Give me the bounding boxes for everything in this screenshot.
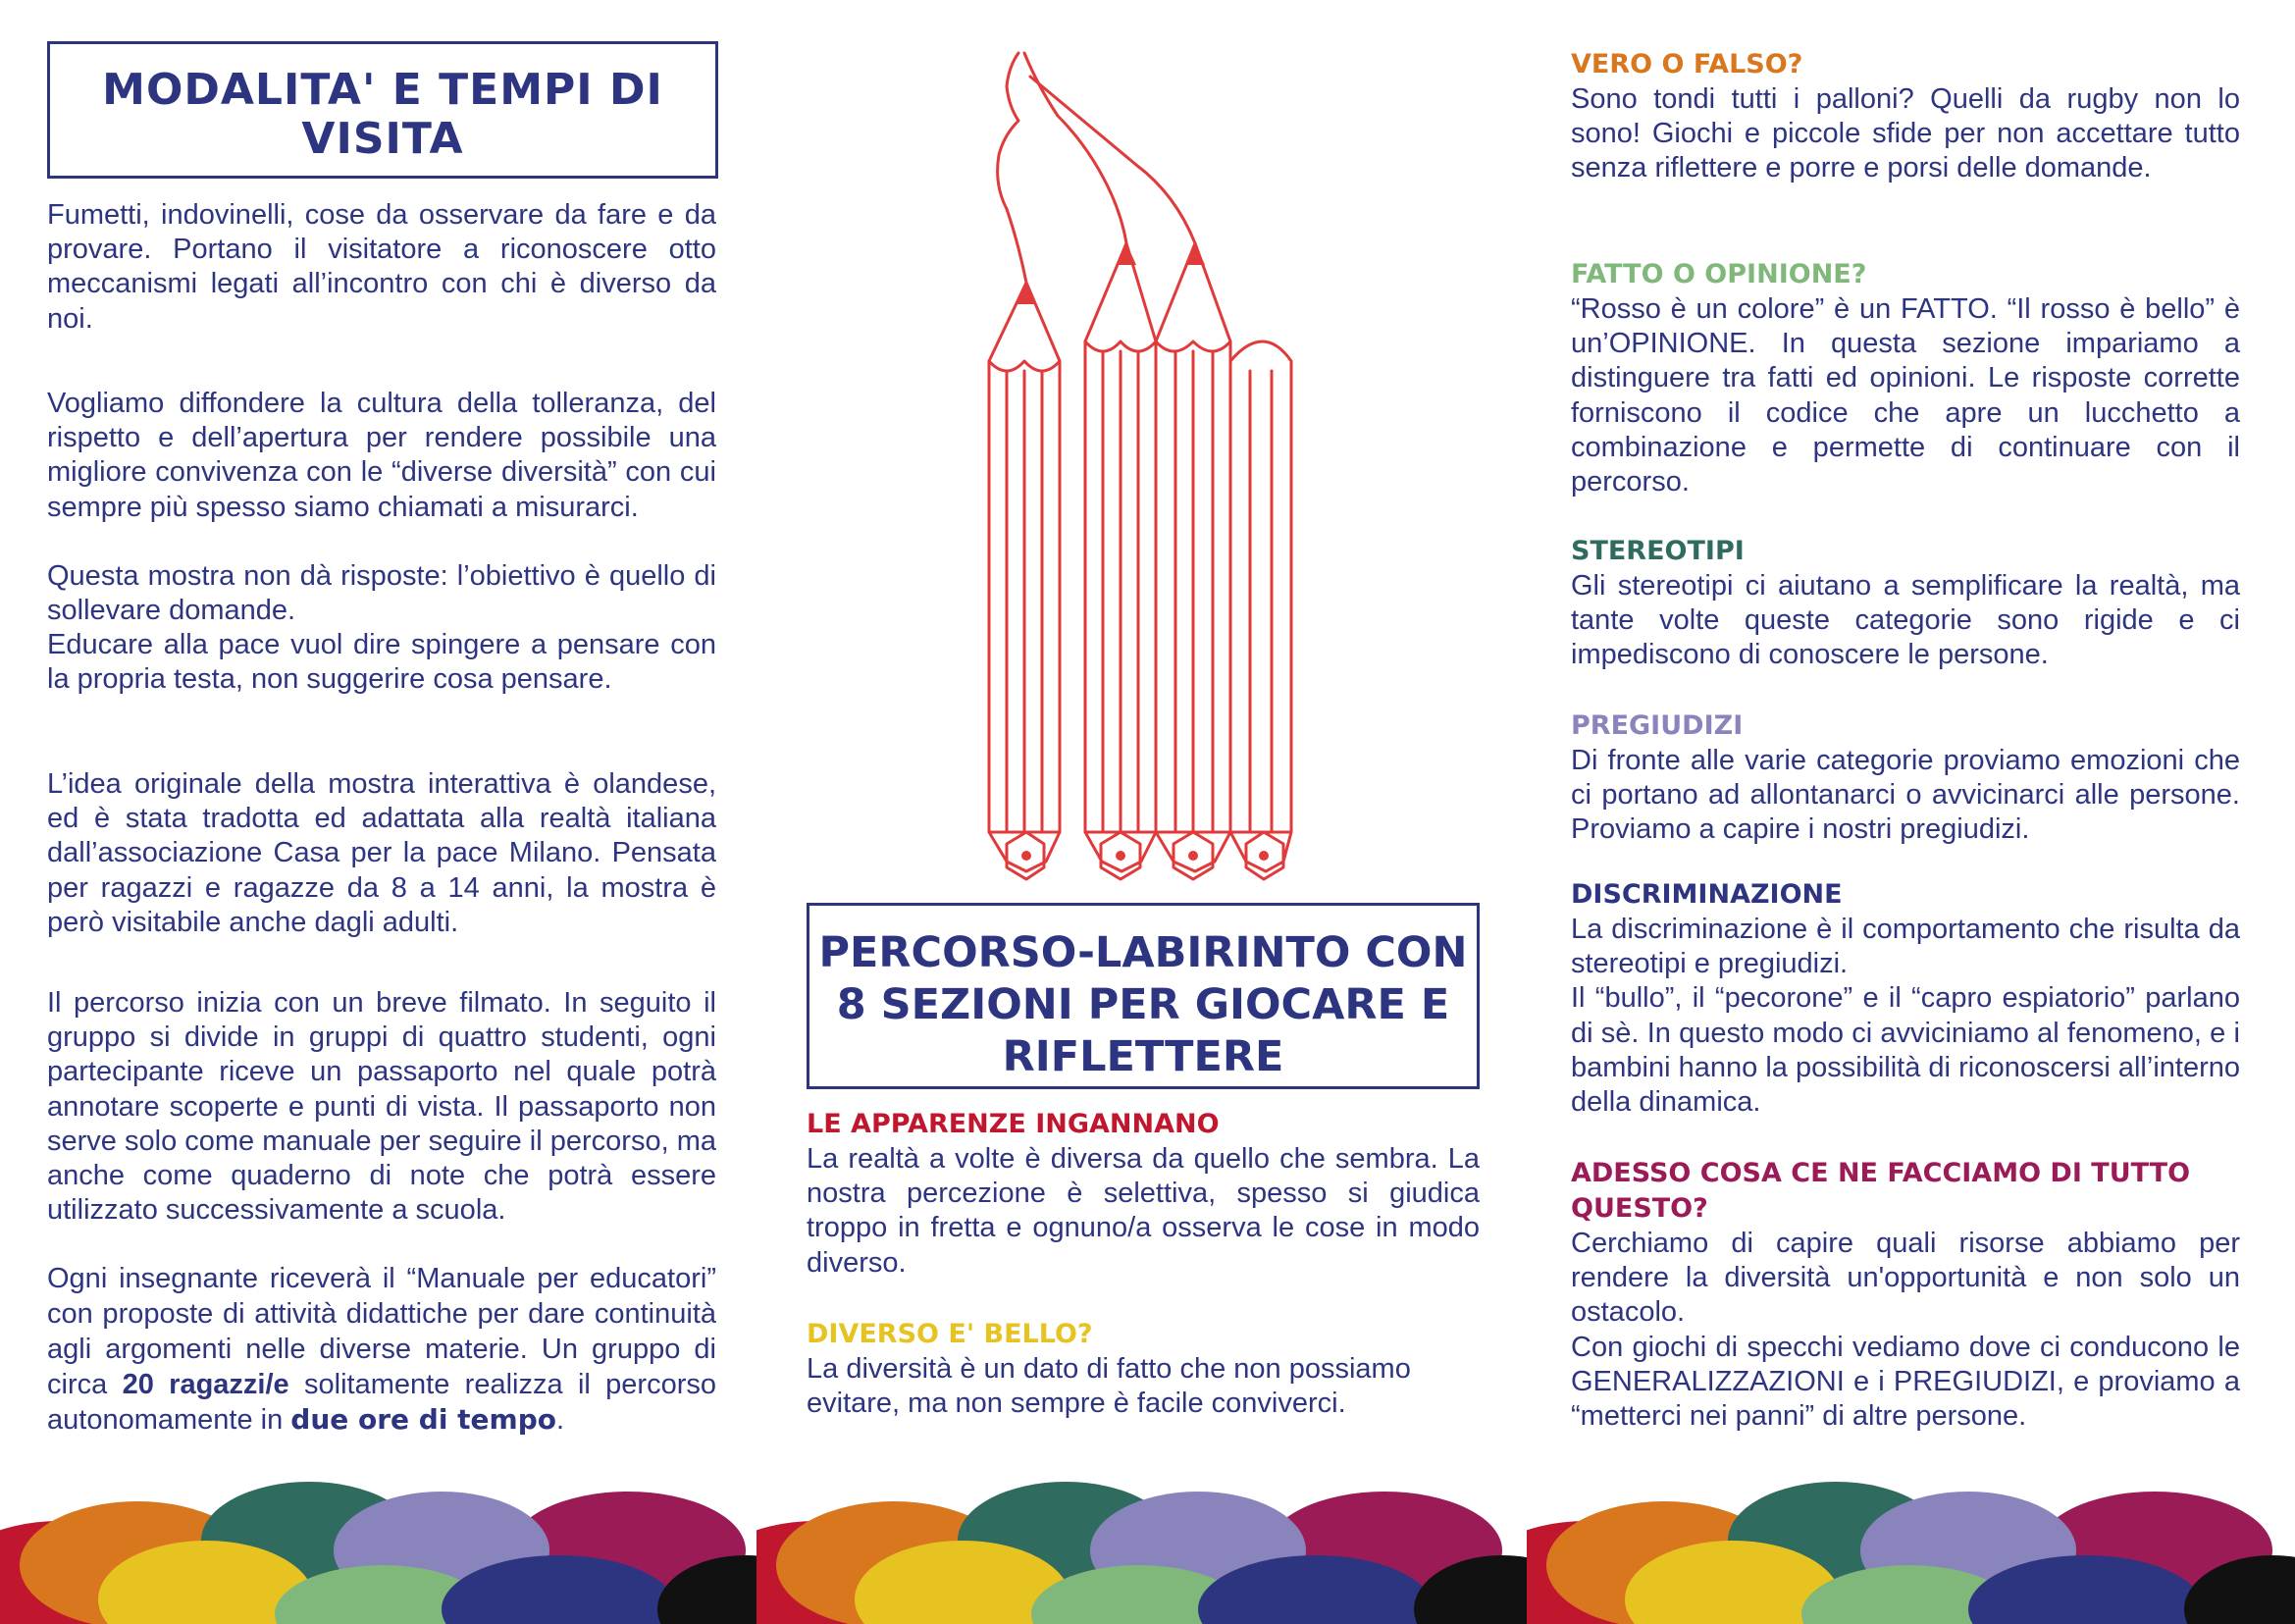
- teachers-paragraph: Ogni insegnante riceverà il “Manuale per educatori” con proposte di attività didattiche per dare continuità agli argomenti nelle diverse materie. Un gruppo di circa 20 ragazzi/e solitamente realizza il percorso autonomamente in due ore di tempo.: [47, 1263, 716, 1436]
- decorative-ellipse-band: [0, 1472, 2295, 1624]
- section-text: Di fronte alle varie categorie proviamo emozioni che ci portano ad allontanarci o avvicinarci alle persone. Proviamo a capire i nostri pregiudizi.: [1571, 745, 2240, 846]
- section-title-visit: MODALITA' E TEMPI DI VISITA: [47, 41, 718, 179]
- section-text: La diversità è un dato di fatto che non possiamo evitare, ma non sempre è facile conviverci.: [807, 1353, 1411, 1420]
- section-heading: VERO O FALSO?: [1571, 49, 1803, 79]
- section-heading: FATTO O OPINIONE?: [1571, 259, 1867, 289]
- section-text: Gli stereotipi ci aiutano a semplificare la realtà, ma tante volte queste categorie sono rigide e ci impediscono di conoscere le persone.: [1571, 570, 2240, 671]
- route-paragraph: Il percorso inizia con un breve filmato. In seguito il gruppo si divide in gruppi di quattro studenti, ogni partecipante riceve un passaporto nel quale potrà annotare scoperte e punti di vista. Il passaporto non serve solo come manuale per seguire il percorso, ma anche come quaderno di note che potrà essere utilizzato successivamente a scuola.: [47, 987, 716, 1227]
- section-heading: DIVERSO E' BELLO?: [807, 1319, 1093, 1349]
- section-text: Il “bullo”, il “pecorone” e il “capro espiatorio” parlano di sè. In questo modo ci avviciniamo al fenomeno, e i bambini hanno la possibilità di riconoscersi all’interno della dinamica.: [1571, 982, 2240, 1119]
- section-fact-opinion: [1571, 257, 2240, 499]
- questions-paragraph: Questa mostra non dà risposte: l’obiettivo è quello di sollevare domande.: [47, 560, 716, 627]
- intro-paragraph: Fumetti, indovinelli, cose da osservare da fare e da provare. Portano il visitatore a riconoscere otto meccanismi legati all’incontro con chi è diverso da noi.: [47, 199, 716, 335]
- origin-paragraph: L’idea originale della mostra interattiva è olandese, ed è stata tradotta ed adattata alla realtà italiana dall’associazione Casa per la pace Milano. Pensata per ragazzi e ragazze da 8 a 14 anni, la mostra è però visitabile anche dagli adulti.: [47, 768, 716, 938]
- section-different-beautiful: [807, 1317, 1480, 1421]
- mission-paragraph: Vogliamo diffondere la cultura della tolleranza, del rispetto e dell’apertura per rendere possibile una migliore convivenza con le “diverse diversità” con cui sempre più spesso siamo chiamati a misurarci.: [47, 388, 716, 523]
- section-prejudices: [1571, 708, 2240, 848]
- section-heading: STEREOTIPI: [1571, 536, 1745, 566]
- section-heading: LE APPARENZE INGANNANO: [807, 1109, 1220, 1139]
- pencils-illustration: [979, 47, 1293, 891]
- section-heading: PREGIUDIZI: [1571, 710, 1744, 741]
- section-true-false: [1571, 47, 2240, 186]
- section-text: Con giochi di specchi vediamo dove ci conducono le GENERALIZZAZIONI e i PREGIUDIZI, e proviamo a “metterci nei panni” di altre persone.: [1571, 1331, 2240, 1433]
- visit-duration: due ore di tempo: [290, 1403, 556, 1436]
- section-heading: DISCRIMINAZIONE: [1571, 879, 1843, 910]
- section-stereotypes: [1571, 534, 2240, 673]
- section-text: La realtà a volte è diversa da quello che sembra. La nostra percezione è selettiva, spesso si giudica troppo in fretta e ognuno/a osserva le cose in modo diverso.: [807, 1143, 1480, 1279]
- section-text: La discriminazione è il comportamento che risulta da stereotipi e pregiudizi.: [1571, 914, 2240, 980]
- section-discrimination: [1571, 877, 2240, 1120]
- section-text: Cerchiamo di capire quali risorse abbiamo per rendere la diversità un'opportunità e non solo un ostacolo.: [1571, 1228, 2240, 1329]
- section-text: “Rosso è un colore” è un FATTO. “Il rosso è bello” è un’OPINIONE. In questa sezione impariamo a distinguere tra fatti ed opinioni. Le risposte corrette forniscono il codice che apre un lucchetto a combinazione e permette di continuare con il percorso.: [1571, 293, 2240, 498]
- section-title-labyrinth: PERCORSO-LABIRINTO CON 8 SEZIONI PER GIOCARE E RIFLETTERE: [807, 903, 1480, 1089]
- section-what-now: [1571, 1156, 2240, 1434]
- group-size: 20 ragazzi/e: [122, 1369, 289, 1400]
- section-text: Sono tondi tutti i palloni? Quelli da rugby non lo sono! Giochi e piccole sfide per non accettare tutto senza riflettere e porre e porsi delle domande.: [1571, 83, 2240, 184]
- peace-education-paragraph: Educare alla pace vuol dire spingere a pensare con la propria testa, non suggerire cosa pensare.: [47, 629, 716, 696]
- section-heading: ADESSO COSA CE NE FACCIAMO DI TUTTO QUESTO?: [1571, 1158, 2191, 1224]
- section-appearances: [807, 1107, 1480, 1281]
